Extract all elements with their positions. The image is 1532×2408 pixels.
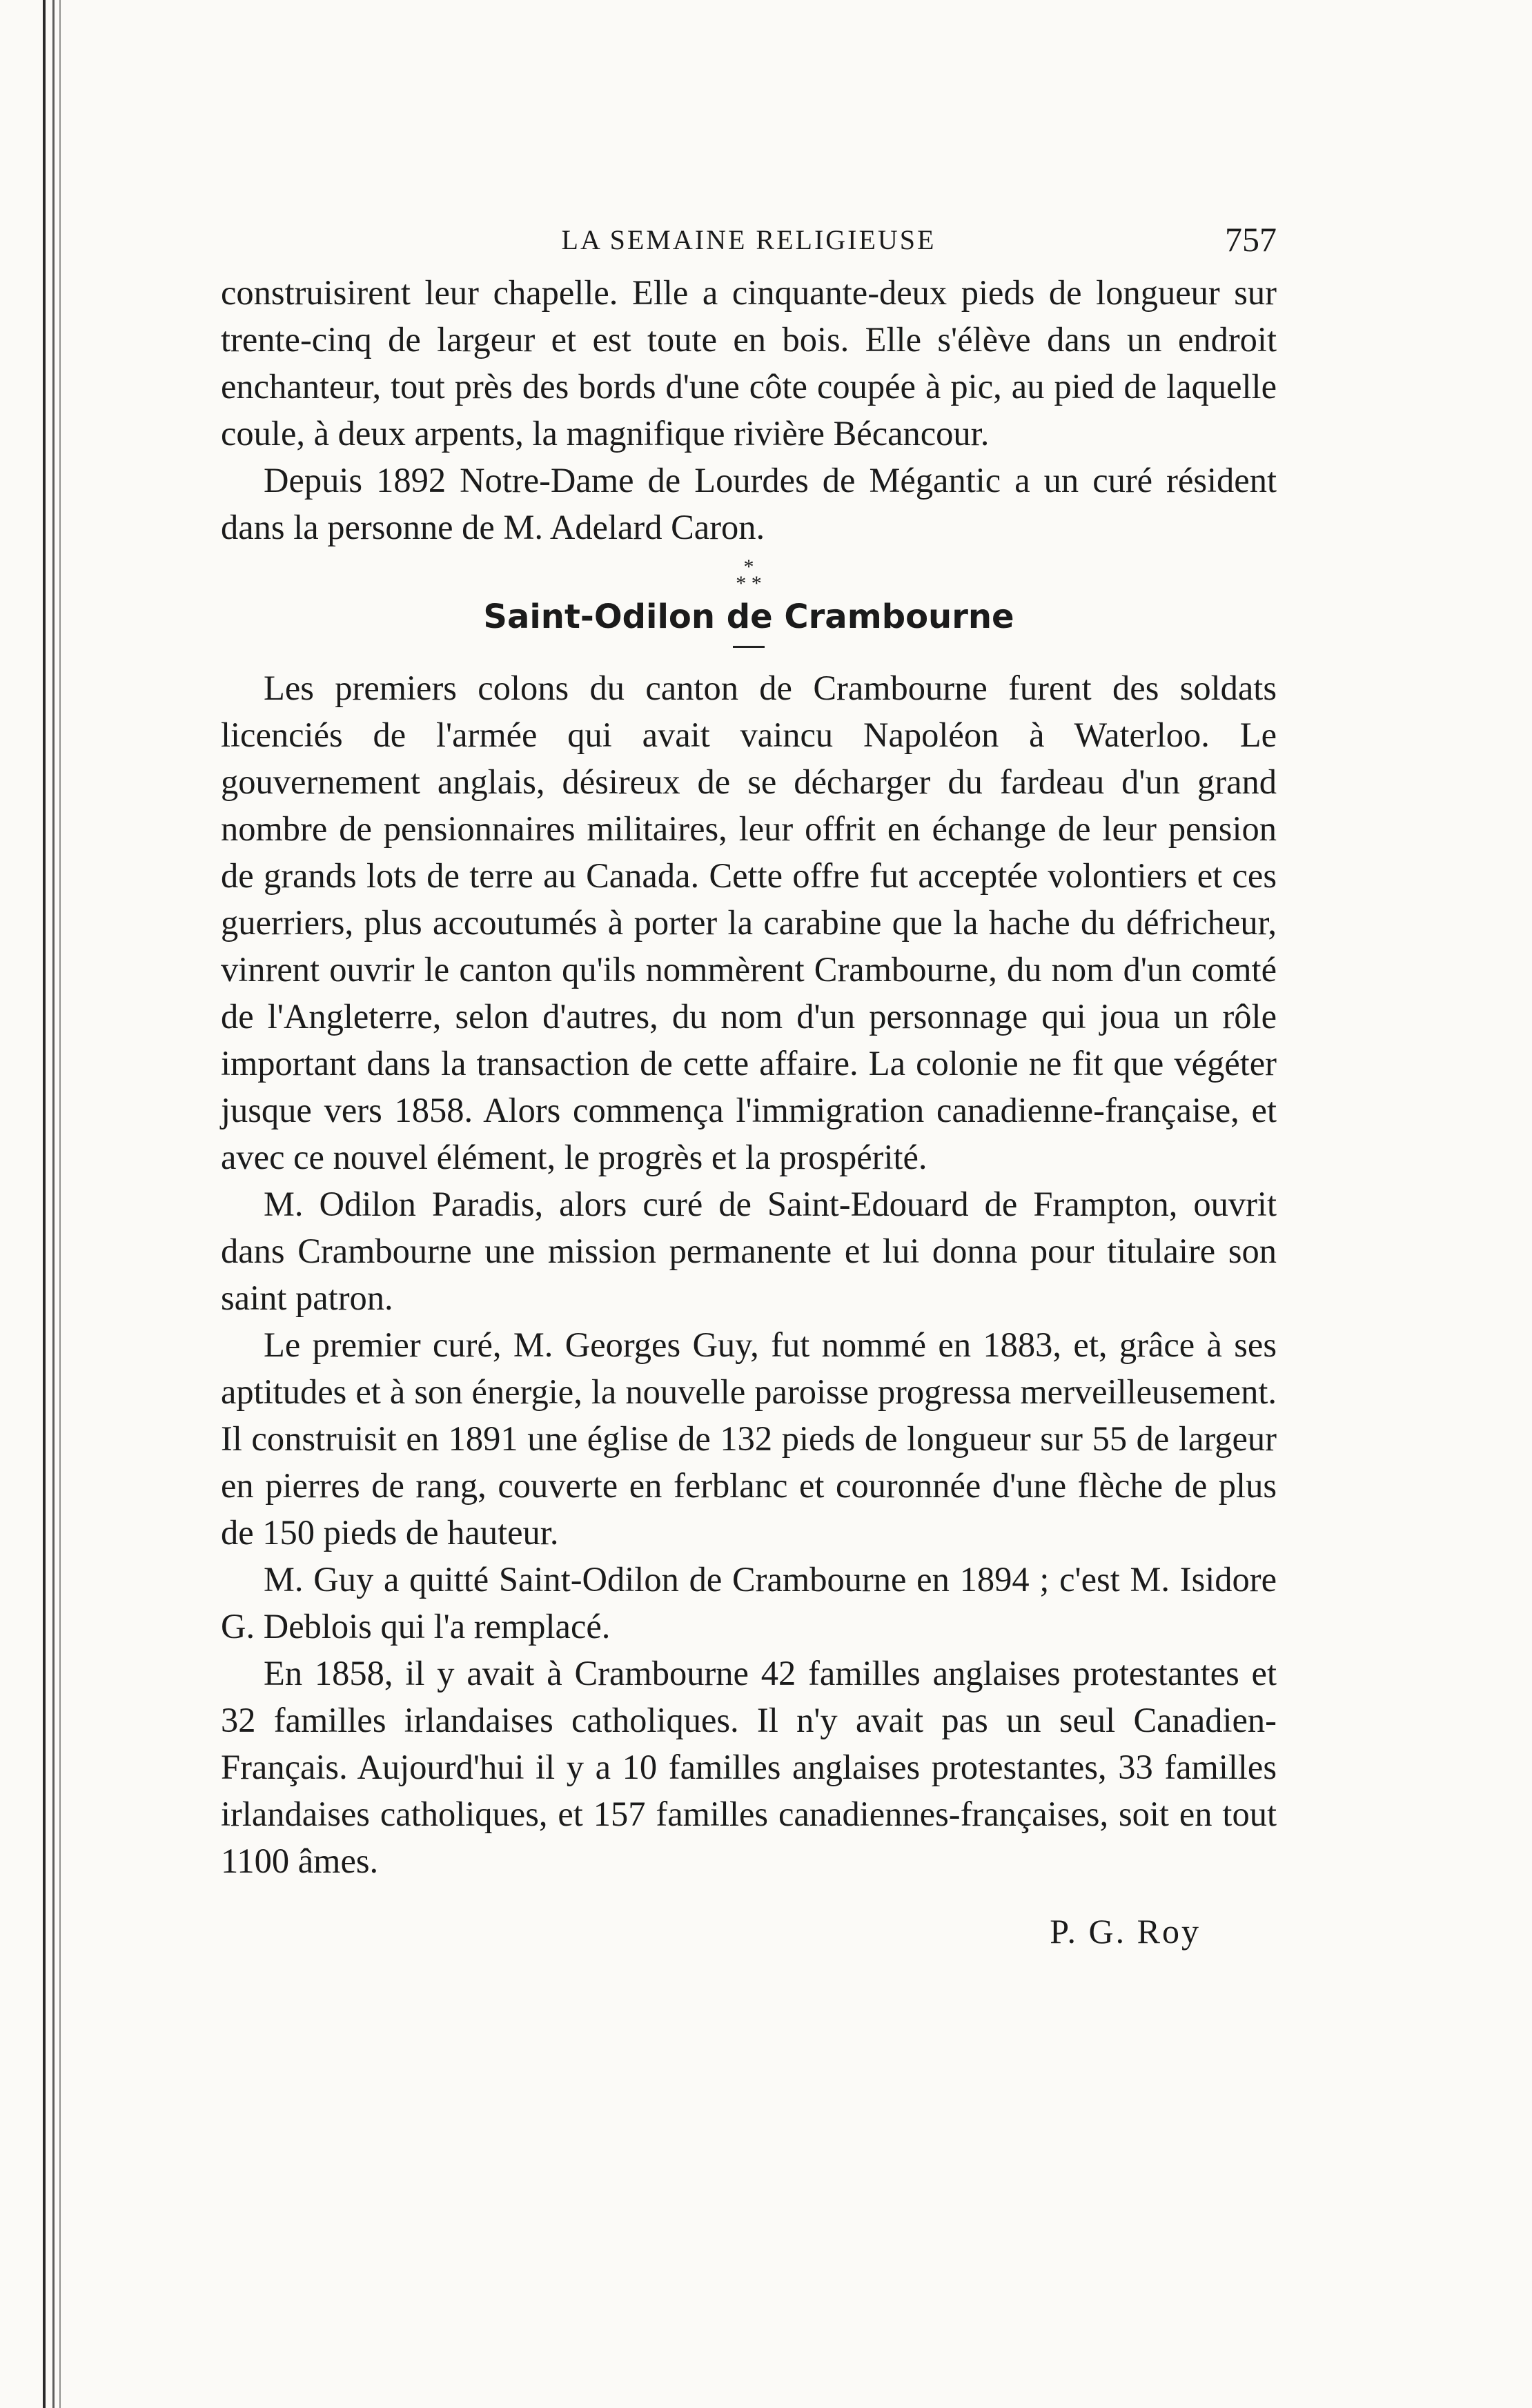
asterism-top: * [743, 555, 754, 578]
paragraph: M. Odilon Paradis, alors curé de Saint-Edouard de Frampton, ouvrit dans Crambourne une mission permanente et lui donna pour titulaire son saint patron. [221, 1185, 1277, 1317]
paragraph: Les premiers colons du canton de Crambourne furent des soldats licenciés de l'armée qui avait vaincu Napoléon à Waterloo. Le gouvernement anglais, désireux de se décharger du fardeau d'un grand nombre de pensionnaires militaires, leur offrit en échange de leur pension de grands lots de terre au Canada. Cette offre fut acceptée volontiers et ces guerriers, plus accoutumés à porter la carabine que la hache du défricheur, vinrent ouvrir le canton qu'ils nommèrent Crambourne, du nom d'un comté de l'Angleterre, selon d'autres, du nom d'un personnage qui joua un rôle important dans la transaction de cette affaire. La colonie ne fit que végéter jusque vers 1858. Alors commença l'immigration canadienne-française, et avec ce nouvel élément, le progrès et la prospérité. [221, 669, 1277, 1176]
author-signature: P. G. Roy [1050, 1912, 1201, 1951]
section-title: Saint-Odilon de Crambourne [483, 598, 1014, 636]
paragraph: construisirent leur chapelle. Elle a cinquante-deux pieds de longueur sur trente-cinq de largeur et est toute en bois. Elle s'élève dans un endroit enchanteur, tout près des bords d'une côte coupée à pic, au pied de laquelle coule, à deux arpents, la magnifique rivière Bécancour. [221, 273, 1277, 453]
asterism-bottom: * * [736, 572, 762, 595]
paragraph: Le premier curé, M. Georges Guy, fut nommé en 1883, et, grâce à ses aptitudes et à son énergie, la nouvelle paroisse progressa merveilleusement. Il construisit en 1891 une église de 132 pieds de longueur sur 55 de largeur en pierres de rang, couverte en ferblanc et couronnée d'une flèche de plus de 150 pieds de hauteur. [221, 1325, 1277, 1552]
body-text [221, 269, 1277, 1884]
page-number: 757 [1225, 220, 1277, 259]
running-title: LA SEMAINE RELIGIEUSE [561, 224, 936, 255]
asterism-divider [221, 555, 1277, 595]
paragraph: Depuis 1892 Notre-Dame de Lourdes de Mégantic a un curé résident dans la personne de M. Adelard Caron. [221, 461, 1277, 546]
title-rule [733, 646, 765, 648]
running-header [221, 207, 1277, 269]
paragraph: En 1858, il y avait à Crambourne 42 familles anglaises protestantes et 32 familles irlandaises catholiques. Il n'y avait pas un seul Canadien-Français. Aujourd'hui il y a 10 familles anglaises protestantes, 33 familles irlandaises catholiques, et 157 familles canadiennes-françaises, soit en tout 1100 âmes. [221, 1654, 1277, 1880]
page-binding-edge [36, 0, 63, 2408]
paragraph: M. Guy a quitté Saint-Odilon de Crambourne en 1894 ; c'est M. Isidore G. Deblois qui l'a remplacé. [221, 1560, 1277, 1646]
document-page [221, 207, 1277, 1955]
